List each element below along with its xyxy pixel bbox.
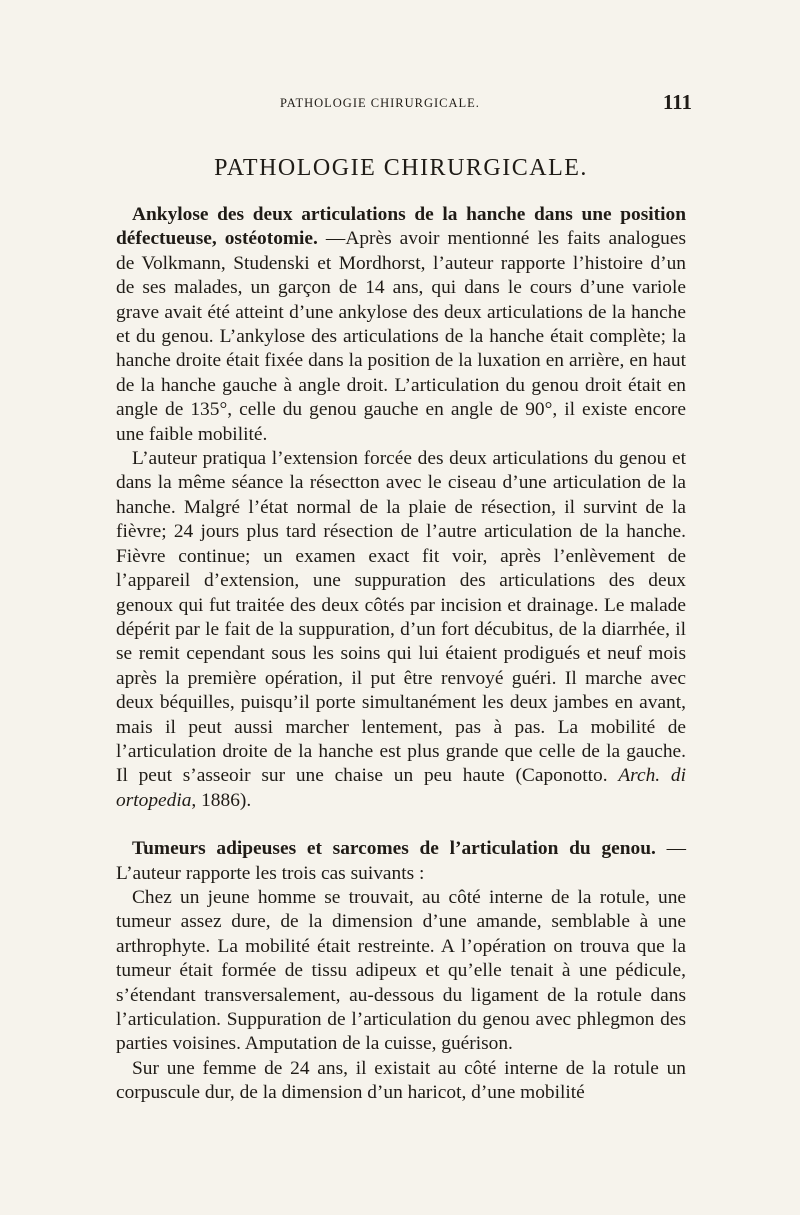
running-header: [110, 90, 692, 116]
article-2-text-1: — L’auteur rapporte les trois cas suivants :: [116, 838, 686, 884]
section-title: PATHOLOGIE CHIRURGICALE.: [214, 155, 588, 181]
article-2-title: Tumeurs adipeuses et sarcomes de l’articulation du genou.: [132, 838, 656, 860]
article-1-text-1: —Après avoir mentionné les faits analogues de Volkmann, Studenski et Mordhorst, l’auteur rapporte l’histoire d’un de ses malades, un garçon de 14 ans, qui dans le cours d’une variole grave avait été atteint d’une ankylose des deux articulations de la hanche et du genou. L’ankylose des articulations de la hanche était complète; la hanche droite était fixée dans la position de la luxation en arrière, en haut de la hanche gauche à angle droit. L’articulation du genou droit était en angle de 135°, celle du genou gauche en angle de 90°, il existe encore une faible mobilité.: [116, 228, 686, 445]
article-2-paragraph-1: [116, 837, 686, 886]
article-1-title: Ankylose des deux articulations de la hanche dans une position défectueuse, ostéotomie.: [116, 204, 686, 250]
article-2-text-2: Chez un jeune homme se trouvait, au côté interne de la rotule, une tumeur assez dure, de la dimension d’une amande, semblable à une arthrophyte. La mobilité était restreinte. A l’opération on trouva que la tumeur était formée de tissu adipeux et qu’elle tenait à une pédicule, s’étendant transversalement, au-dessous du ligament de la rotule dans l’articulation. Suppuration de l’articulation du genou avec phlegmon des parties voisines. Amputation de la cuisse, guérison.: [116, 886, 686, 1055]
citation-year: , 1886).: [191, 789, 252, 811]
article-1-paragraph-1: [116, 203, 686, 447]
running-title: PATHOLOGIE CHIRURGICALE.: [280, 96, 480, 110]
article-body: [116, 203, 686, 1106]
article-1-text-2: L’auteur pratiqua l’extension forcée des deux articulations du genou et dans la même séance la résectton avec le ciseau d’une articulation de la hanche. Malgré l’état normal de la plaie de résection, il survint de la fièvre; 24 jours plus tard résection de l’autre articulation de la hanche. Fièvre continue; un examen exact fit voir, après l’enlèvement de l’appareil d’extension, une suppuration des articulations des deux genoux qui fut traitée des deux côtés par incision et drainage. Le malade dépérit par le fait de la suppuration, d’un fort décubitus, de la diarrhée, il se remit cependant sous les soins qui lui étaient prodigués et neuf mois après la première opération, il put être renvoyé guéri. Il marche avec deux béquilles, puisqu’il porte simultanément les deux jambes en avant, mais il peut aussi marcher lentement, pas à pas. La mobilité de l’articulation droite de la hanche est plus grande que celle de la gauche. Il peut s’asseoir sur une chaise un peu haute (Caponotto.: [116, 448, 686, 787]
citation-journal: Arch. di ortopedia: [116, 765, 686, 811]
article-2-paragraph-2: [116, 886, 686, 1057]
article-2-text-3: Sur une femme de 24 ans, il existait au côté interne de la rotule un corpuscule dur, de la dimension d’un haricot, d’une mobilité: [116, 1057, 686, 1104]
article-2-paragraph-3: [116, 1057, 686, 1106]
page-number: 111: [662, 90, 692, 114]
article-1-paragraph-2: [116, 447, 686, 813]
